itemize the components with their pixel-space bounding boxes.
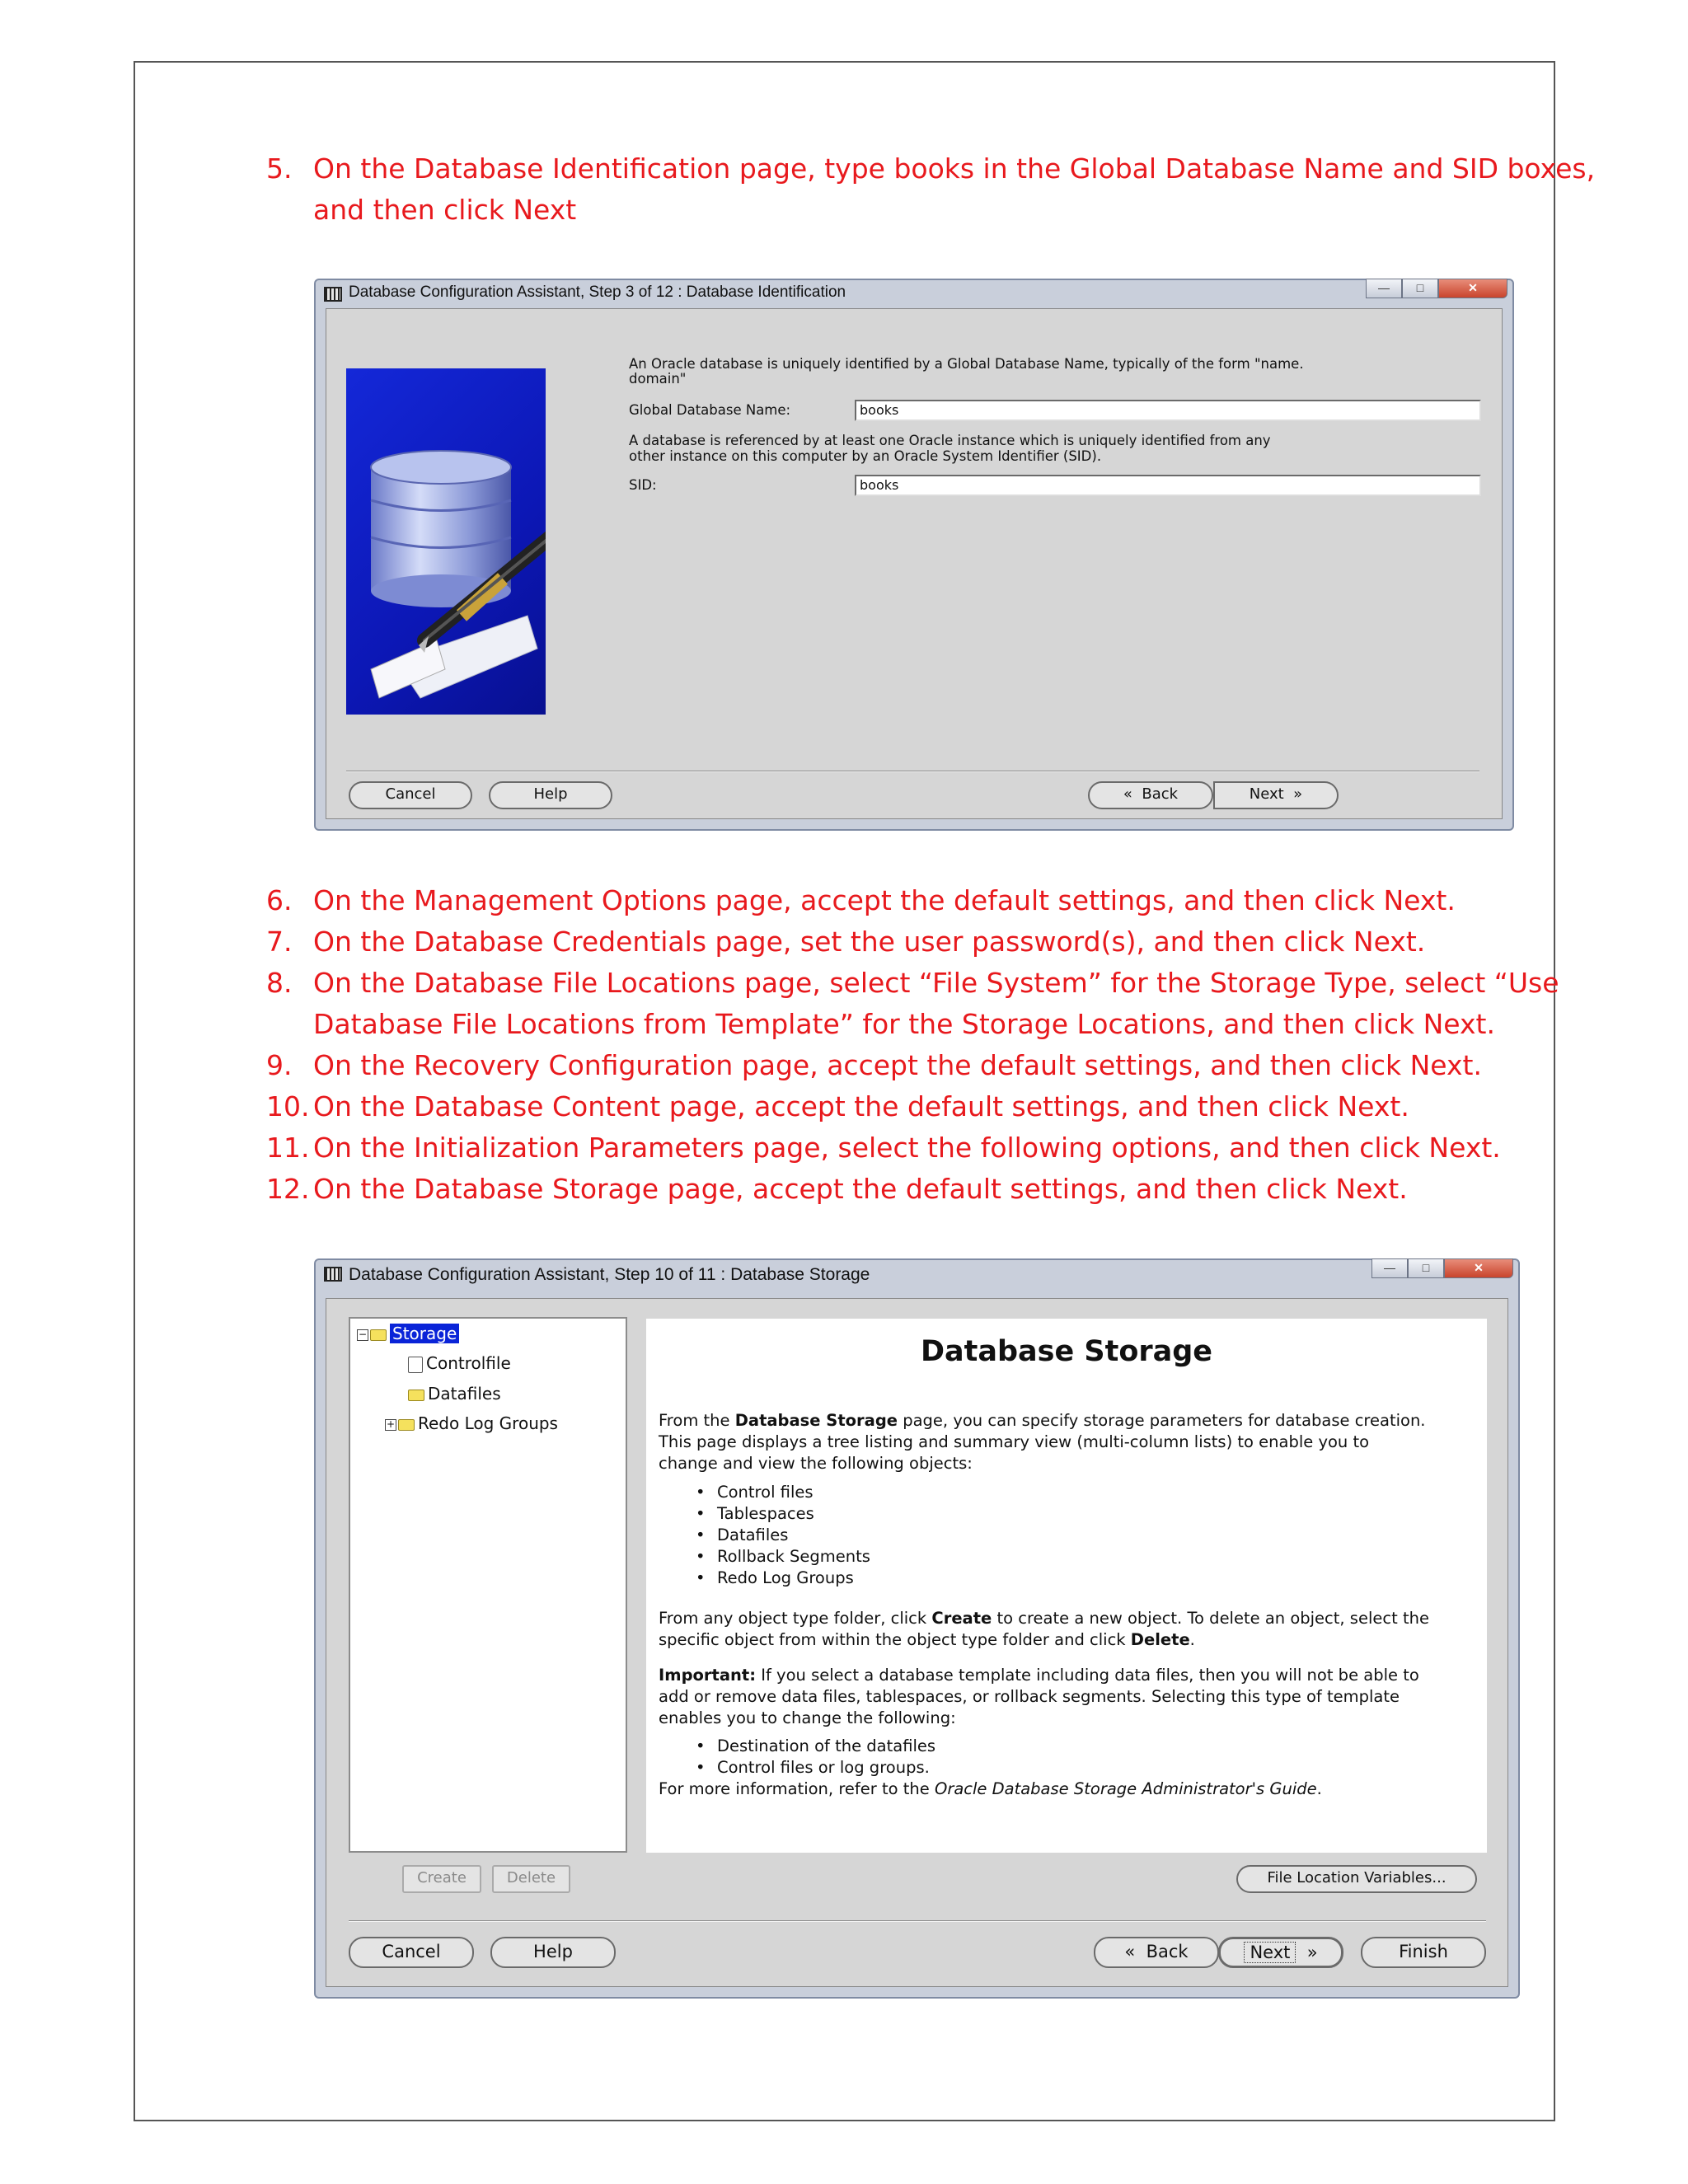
step-text: On the Database Content page, accept the default settings, and then click Next. bbox=[313, 1090, 1409, 1122]
close-icon[interactable]: ✕ bbox=[1444, 1258, 1513, 1278]
text: add or remove data files, tablespaces, or rollback segments. Selecting this type of template bbox=[659, 1687, 1400, 1706]
changes-list bbox=[696, 1736, 935, 1779]
collapse-icon[interactable]: − bbox=[358, 1328, 368, 1340]
minimize-icon[interactable]: — bbox=[1366, 279, 1402, 298]
text: From the bbox=[659, 1411, 735, 1430]
text: . bbox=[1189, 1630, 1195, 1649]
step-text: Database File Locations from Template” for the Storage Locations, and then click Next. bbox=[313, 1008, 1495, 1040]
tree-item-datafiles[interactable] bbox=[408, 1383, 501, 1404]
next-chevron-icon: » bbox=[1296, 1943, 1318, 1962]
sid-label: SID: bbox=[629, 477, 657, 493]
next-label: Next bbox=[1244, 1942, 1296, 1963]
sid-note: A database is referenced by at least one Oracle instance which is uniquely identified from any bbox=[629, 433, 1271, 448]
step-number: 7. bbox=[266, 926, 293, 958]
cancel-button[interactable]: Cancel bbox=[349, 1937, 474, 1968]
help-button[interactable]: Help bbox=[489, 781, 612, 809]
text-bold: Important: bbox=[659, 1666, 757, 1685]
step-number: 8. bbox=[266, 967, 293, 999]
global-database-name-input[interactable]: books bbox=[855, 400, 1481, 421]
step-number: 6. bbox=[266, 884, 293, 916]
window-controls bbox=[1366, 279, 1507, 298]
text-bold: Database Storage bbox=[734, 1411, 898, 1430]
list-item: • Destination of the datafiles bbox=[696, 1736, 935, 1757]
folder-icon bbox=[370, 1329, 387, 1341]
folder-icon bbox=[398, 1419, 415, 1431]
step-text: On the Recovery Configuration page, accept the default settings, and then click Next. bbox=[313, 1049, 1482, 1081]
next-label: Next bbox=[1249, 785, 1284, 803]
text-bold: Create bbox=[931, 1609, 992, 1628]
step-number: 11. bbox=[266, 1132, 310, 1164]
more-info-paragraph bbox=[659, 1779, 1466, 1800]
cancel-button[interactable]: Cancel bbox=[349, 781, 472, 809]
title-bar bbox=[316, 1260, 1518, 1286]
step-text: and then click Next bbox=[313, 194, 577, 226]
step-text: On the Database Identification page, type books in the Global Database Name and SID boxes, bbox=[313, 152, 1596, 185]
back-button[interactable] bbox=[1094, 1937, 1219, 1968]
next-button[interactable] bbox=[1218, 1937, 1343, 1968]
text: change and view the following objects: bbox=[659, 1454, 973, 1473]
list-item: • Redo Log Groups bbox=[696, 1568, 870, 1589]
text: For more information, refer to the bbox=[659, 1779, 935, 1798]
step-number: 5. bbox=[266, 152, 293, 185]
panel-heading: Database Storage bbox=[920, 1335, 1213, 1368]
back-chevron-icon: « bbox=[1123, 785, 1142, 803]
list-item: • Datafiles bbox=[696, 1525, 870, 1546]
steps-6-12 bbox=[266, 880, 1559, 1210]
intro-paragraph bbox=[659, 1410, 1466, 1474]
create-delete-paragraph bbox=[659, 1608, 1466, 1651]
next-chevron-icon: » bbox=[1283, 785, 1303, 803]
step-text: On the Initialization Parameters page, select the following options, and then click Next. bbox=[313, 1132, 1501, 1164]
delete-button[interactable]: Delete bbox=[492, 1865, 570, 1893]
important-paragraph bbox=[659, 1665, 1466, 1729]
text: If you select a database template including data files, then you will not be able to bbox=[756, 1666, 1419, 1685]
text: specific object from within the object type folder and click bbox=[659, 1630, 1131, 1649]
app-icon bbox=[324, 1267, 342, 1282]
text: This page displays a tree listing and summary view (multi-column lists) to enable you to bbox=[659, 1432, 1370, 1451]
step-text: On the Database File Locations page, select “File System” for the Storage Type, select “Use bbox=[313, 967, 1559, 999]
database-illustration bbox=[346, 368, 546, 715]
step-number: 12. bbox=[266, 1173, 310, 1205]
step-text: On the Database Storage page, accept the default settings, and then click Next. bbox=[313, 1173, 1408, 1205]
back-label: Back bbox=[1142, 785, 1179, 803]
app-icon bbox=[324, 287, 342, 302]
text: enables you to change the following: bbox=[659, 1708, 956, 1727]
sid-input[interactable]: books bbox=[855, 475, 1481, 496]
tree-label: Storage bbox=[390, 1324, 459, 1343]
gdn-label: Global Database Name: bbox=[629, 402, 791, 418]
sid-note-2: other instance on this computer by an Oracle System Identifier (SID). bbox=[629, 448, 1102, 464]
expand-icon[interactable]: + bbox=[386, 1418, 396, 1430]
text: to create a new object. To delete an object, select the bbox=[992, 1609, 1429, 1628]
window-title: Database Configuration Assistant, Step 3 of 12 : Database Identification bbox=[349, 284, 846, 301]
folder-icon bbox=[408, 1390, 424, 1401]
intro-text-2: domain" bbox=[629, 371, 687, 387]
help-button[interactable]: Help bbox=[490, 1937, 616, 1968]
create-button[interactable]: Create bbox=[402, 1865, 481, 1893]
maximize-icon[interactable]: □ bbox=[1408, 1258, 1444, 1278]
back-button[interactable] bbox=[1088, 781, 1213, 809]
storage-help-panel bbox=[646, 1319, 1487, 1853]
window-title: Database Configuration Assistant, Step 10 of 11 : Database Storage bbox=[349, 1265, 870, 1284]
step-number: 10. bbox=[266, 1090, 310, 1122]
minimize-icon[interactable]: — bbox=[1372, 1258, 1408, 1278]
text: page, you can specify storage parameters for database creation. bbox=[898, 1411, 1426, 1430]
text-bold: Delete bbox=[1130, 1630, 1190, 1649]
tree-item-redo-log-groups[interactable] bbox=[385, 1413, 558, 1434]
step-text: On the Database Credentials page, set the user password(s), and then click Next. bbox=[313, 926, 1426, 958]
list-item: • Control files bbox=[696, 1482, 870, 1503]
tree-label: Controlfile bbox=[426, 1353, 511, 1373]
controlfile-icon bbox=[408, 1357, 423, 1373]
separator bbox=[349, 1920, 1486, 1922]
close-icon[interactable]: ✕ bbox=[1438, 279, 1507, 298]
window-controls bbox=[1372, 1258, 1513, 1278]
tree-item-storage[interactable] bbox=[357, 1323, 459, 1344]
next-button[interactable] bbox=[1213, 781, 1339, 809]
separator bbox=[346, 771, 1479, 772]
title-bar bbox=[316, 280, 1512, 307]
text: From any object type folder, click bbox=[659, 1609, 932, 1628]
intro-text: An Oracle database is uniquely identified by a Global Database Name, typically of the form "name. bbox=[629, 356, 1304, 372]
list-item: • Control files or log groups. bbox=[696, 1757, 935, 1779]
back-label: Back bbox=[1146, 1942, 1189, 1961]
tree-label: Datafiles bbox=[428, 1384, 501, 1404]
maximize-icon[interactable]: □ bbox=[1402, 279, 1438, 298]
text-italic: Oracle Database Storage Administrator's Guide bbox=[934, 1779, 1317, 1798]
step-number: 9. bbox=[266, 1049, 293, 1081]
tree-label: Redo Log Groups bbox=[418, 1413, 558, 1433]
back-chevron-icon: « bbox=[1124, 1942, 1146, 1961]
text: . bbox=[1316, 1779, 1322, 1798]
file-location-variables-button[interactable]: File Location Variables... bbox=[1236, 1865, 1477, 1893]
tree-item-controlfile[interactable] bbox=[408, 1352, 511, 1374]
objects-list bbox=[696, 1482, 870, 1589]
finish-button[interactable]: Finish bbox=[1361, 1937, 1486, 1968]
step-text: On the Management Options page, accept the default settings, and then click Next. bbox=[313, 884, 1456, 916]
list-item: • Tablespaces bbox=[696, 1503, 870, 1525]
list-item: • Rollback Segments bbox=[696, 1546, 870, 1568]
